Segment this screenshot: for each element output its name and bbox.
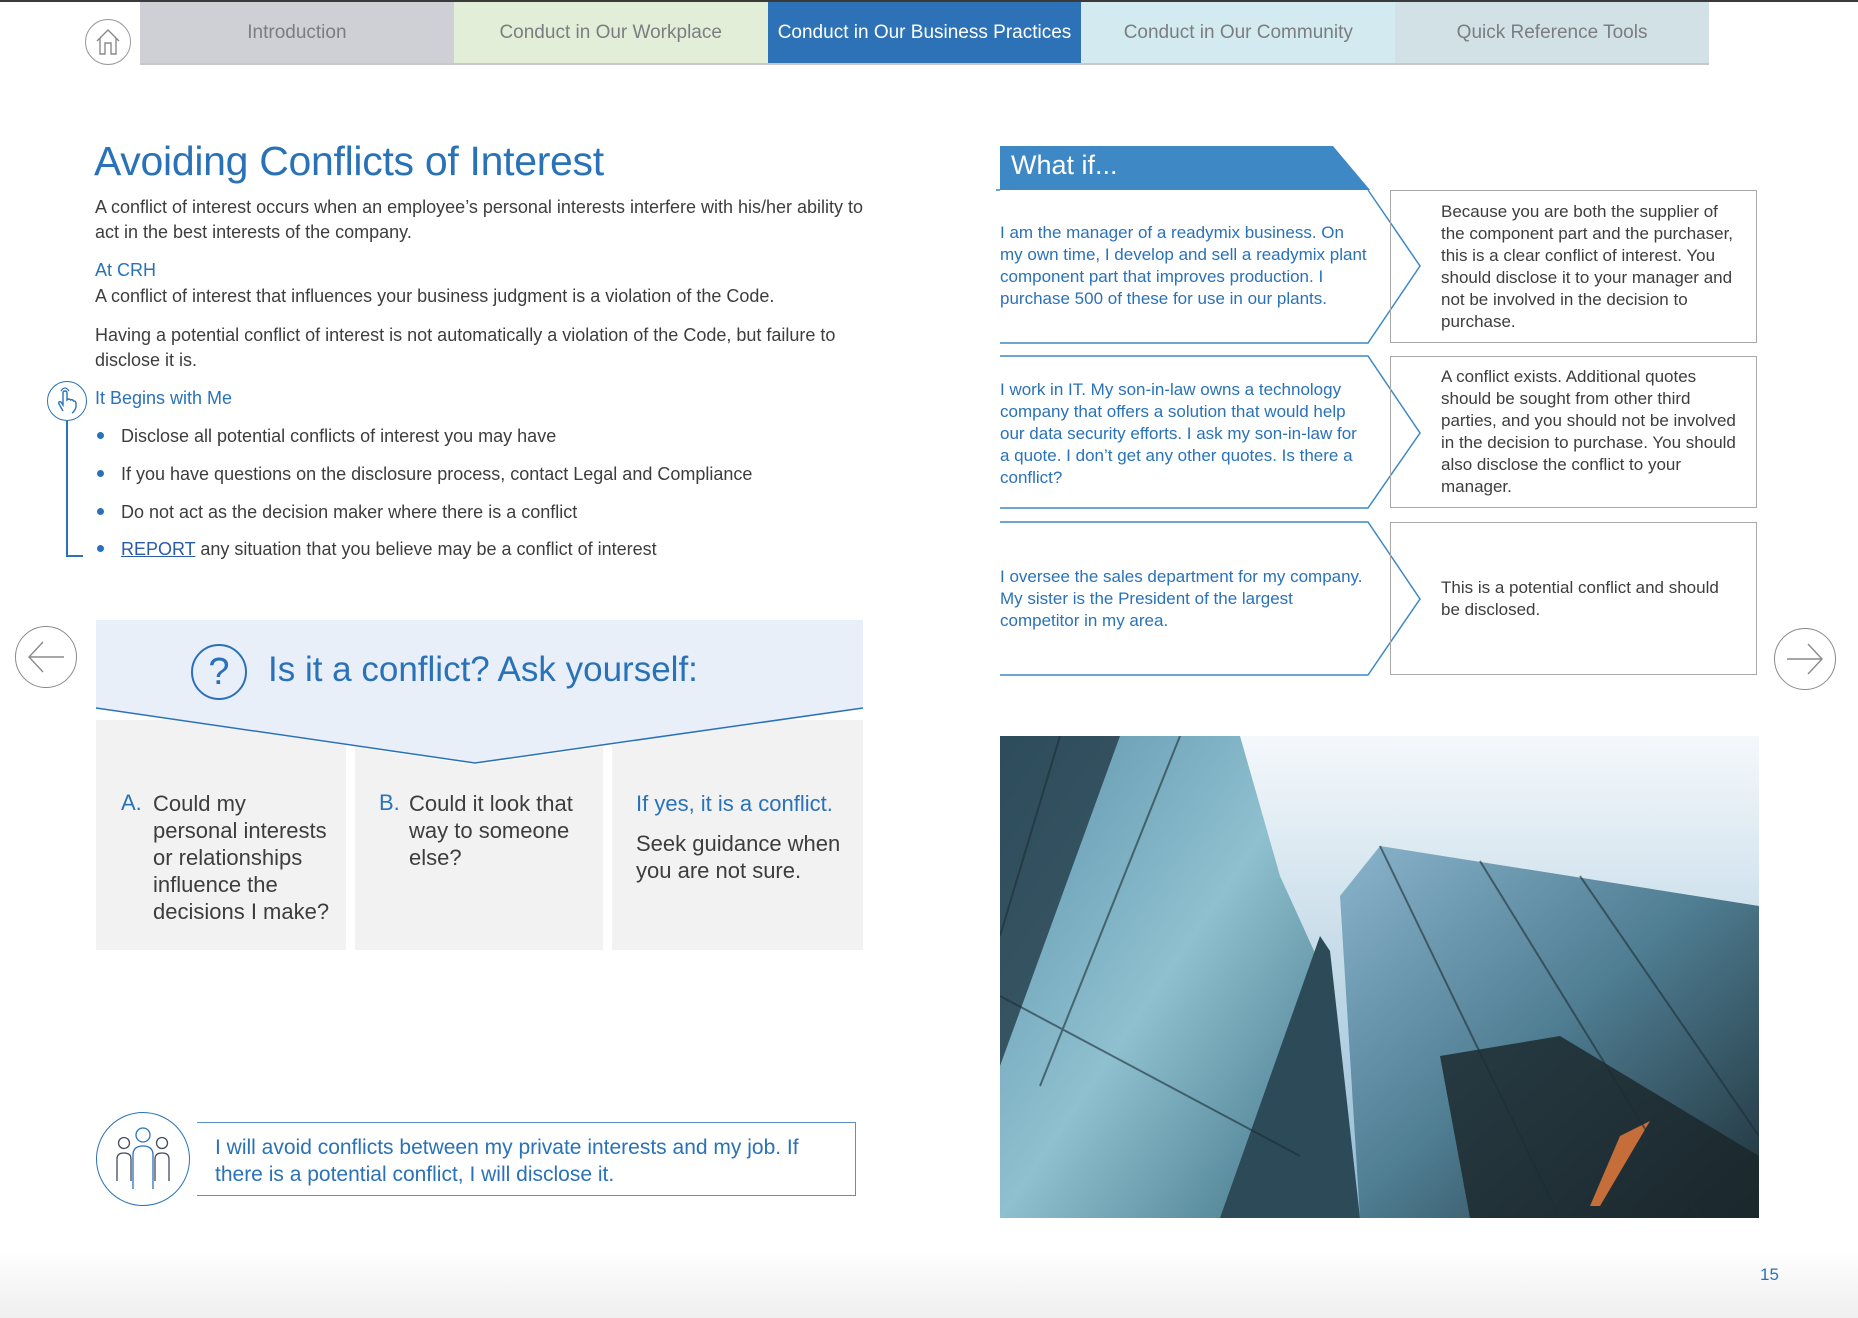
ask-yourself-heading: Is it a conflict? Ask yourself:	[268, 650, 698, 689]
at-crh-paragraph: A conflict of interest that influences your business judgment is a violation of the Code.	[95, 286, 775, 306]
conclusion-heading: If yes, it is a conflict.	[636, 791, 833, 816]
page-number: 15	[1760, 1265, 1779, 1284]
bullet-text: any situation that you believe may be a conflict of interest	[195, 539, 657, 559]
scenario-3-question: I oversee the sales department for my company. My sister is the President of the largest competitor in my area.	[1000, 567, 1363, 630]
tab-conduct-business-practices[interactable]: Conduct in Our Business Practices	[768, 2, 1082, 63]
bullet-item	[97, 426, 556, 447]
pledge-statement: I will avoid conflicts between my private interests and my job. If there is a potential conflict, I will disclose it.	[197, 1122, 856, 1196]
bullet-item	[97, 539, 657, 560]
scenario-1-answer: Because you are both the supplier of the component part and the purchaser, this is a clear conflict of interest. You should disclose it to your manager and not be involved in the decision to purchase.	[1390, 190, 1757, 343]
timeline-line	[66, 421, 68, 556]
what-if-heading: What if...	[1011, 150, 1118, 180]
bullet-text: Disclose all potential conflicts of interest you may have	[121, 426, 557, 446]
section-nav	[140, 2, 1709, 65]
bullet-text: Do not act as the decision maker where there is a conflict	[121, 502, 578, 522]
bullet-text: If you have questions on the disclosure process, contact Legal and Compliance	[121, 464, 753, 484]
home-button[interactable]	[85, 19, 131, 65]
report-link[interactable]: REPORT	[121, 539, 196, 559]
hand-pointer-icon	[47, 381, 87, 421]
scenario-2-answer: A conflict exists. Additional quotes should be sought from other third parties, and you should not be involved in the decision to purchase. You should also disclose the conflict to your manager.	[1390, 356, 1757, 508]
card-a-letter: A.	[121, 790, 142, 815]
question-mark-icon: ?	[191, 644, 247, 700]
begins-with-me-heading: It Begins with Me	[95, 388, 233, 408]
tab-introduction[interactable]: Introduction	[140, 2, 454, 63]
previous-page-button[interactable]	[15, 626, 77, 688]
glass-skyscrapers-photo	[1000, 736, 1759, 1218]
bullet-dot	[97, 545, 104, 552]
tab-quick-reference-tools[interactable]: Quick Reference Tools	[1395, 2, 1709, 63]
tab-conduct-workplace[interactable]: Conduct in Our Workplace	[454, 2, 768, 63]
arrow-left-icon	[26, 640, 66, 674]
scenario-2-question: I work in IT. My son-in-law owns a technology company that offers a solution that would help our data security efforts. I ask my son-in-law for a quote. I don’t get any other quotes. Is there a conflict?	[1000, 380, 1357, 487]
bullet-item	[97, 464, 752, 485]
bullet-dot	[97, 432, 104, 439]
scenario-3-answer: This is a potential conflict and should be disclosed.	[1390, 522, 1757, 675]
card-a-text: Could my personal interests or relationships influence the decisions I make?	[153, 791, 330, 924]
bullet-dot	[97, 470, 104, 477]
page-title: Avoiding Conflicts of Interest	[94, 138, 604, 184]
ask-yourself-panel	[96, 620, 863, 950]
people-group-icon	[96, 1112, 190, 1206]
timeline-foot	[66, 555, 83, 557]
next-page-button[interactable]	[1774, 628, 1836, 690]
conclusion-text: Seek guidance when you are not sure.	[636, 831, 841, 883]
card-b-letter: B.	[379, 790, 400, 815]
tab-conduct-community[interactable]: Conduct in Our Community	[1081, 2, 1395, 63]
at-crh-heading: At CRH	[95, 260, 157, 280]
bullet-dot	[97, 508, 104, 515]
arrow-right-icon	[1785, 642, 1825, 676]
card-b-text: Could it look that way to someone else?	[409, 791, 573, 870]
bullet-item	[97, 502, 577, 523]
home-icon	[95, 28, 121, 56]
scenario-1-question: I am the manager of a readymix business. On my own time, I develop and sell a readymix plant component part that improves production. I purchase 500 of these for use in our plants.	[1000, 223, 1367, 308]
potential-conflict-paragraph: Having a potential conflict of interest is not automatically a violation of the Code, but failure to disclose it is.	[95, 325, 836, 370]
intro-paragraph: A conflict of interest occurs when an employee’s personal interests interfere with his/her ability to act in the best interests of the company.	[95, 197, 864, 242]
